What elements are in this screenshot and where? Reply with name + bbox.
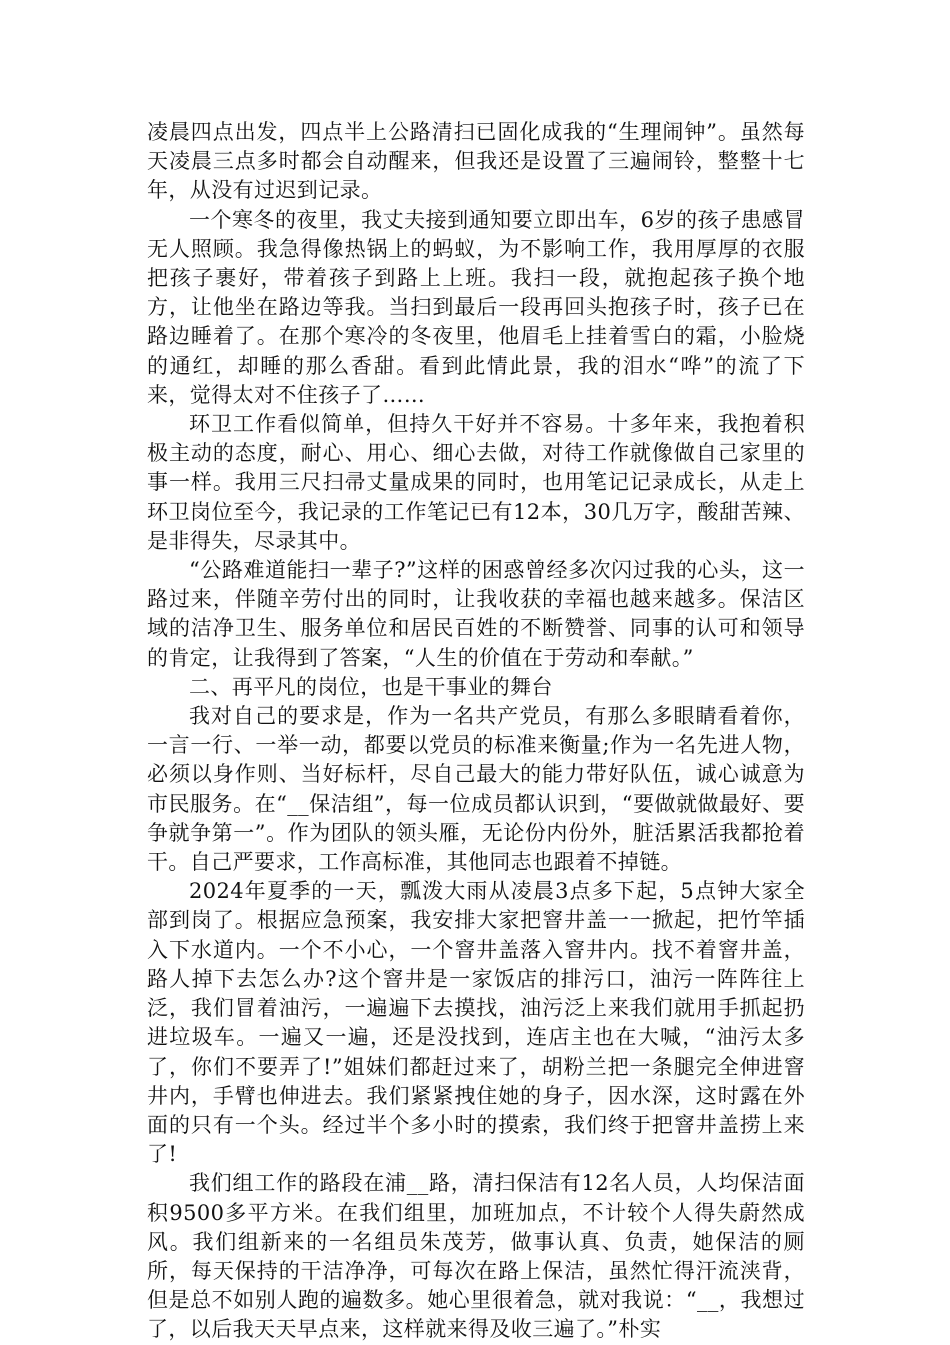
paragraph-team: 我们组工作的路段在浦__路，清扫保洁有12名人员，人均保洁面积9500多平方米。在我们组里，加班加点，不计较个人得失蔚然成风。我们组新来的一名组员朱茂芳，做事认真、负责，她保洁的厕所，每天保持的干洁净净，可每次在路上保洁，虽然忙得汗流浃背，但是总不如别人跑的遍数多。她心里很着急，就对我说：“__，我想过了，以后我天天早点来，这样就来得及收三遍了。”朴实 [147,1171,805,1342]
paragraph-rainstorm: 2024年夏季的一天，瓢泼大雨从凌晨3点多下起，5点钟大家全部到岗了。根据应急预案，我安排大家把窨井盖一一掀起，把竹竿插入下水道内。一个不小心，一个窨井盖落入窨井内。找不着窨井盖，路人掉下去怎么办?这个窨井是一家饭店的排污口，油污一阵阵往上泛，我们冒着油污，一遍遍下去摸找，油污泛上来我们就用手抓起扔进垃圾车。一遍又一遍，还是没找到，连店主也在大喊，“油污太多了，你们不要弄了!”姐妹们都赶过来了，胡粉兰把一条腿完全伸进窨井内，手臂也伸进去。我们紧紧拽住她的身子，因水深，这时露在外面的只有一个头。经过半个多小时的摸索，我们终于把窨井盖捞上来了! [147,879,805,1167]
paragraph-party-member: 我对自己的要求是，作为一名共产党员，有那么多眼睛看着你，一言一行、一举一动，都要以党员的标准来衡量;作为一名先进人物，必须以身作则、当好标杆，尽自己最大的能力带好队伍，诚心诚意为市民服务。在“__保洁组”，每一位成员都认识到，“要做就做最好、要争就争第一”。作为团队的领头雁，无论份内份外，脏活累活我都抢着干。自己严要求，工作高标准，其他同志也跟着不掉链。 [147,704,805,875]
paragraph-value-of-labor: “公路难道能扫一辈子?”这样的困惑曾经多次闪过我的心头，这一路过来，伴随辛劳付出的同时，让我收获的幸福也越来越多。保洁区域的洁净卫生、服务单位和居民百姓的不断赞誉、同事的认可和领导的肯定，让我得到了答案，“人生的价值在于劳动和奉献。” [147,558,805,670]
paragraph-winter-night: 一个寒冬的夜里，我丈夫接到通知要立即出车，6岁的孩子患感冒无人照顾。我急得像热锅上的蚂蚁，为不影响工作，我用厚厚的衣服把孩子裹好，带着孩子到路上上班。我扫一段，就抱起孩子换个地方，让他坐在路边等我。当扫到最后一段再回头抱孩子时，孩子已在路边睡着了。在那个寒冷的冬夜里，他眉毛上挂着雪白的霜，小脸烧的通红，却睡的那么香甜。看到此情此景，我的泪水“哗”的流了下来，觉得太对不住孩子了…… [147,207,805,407]
section-heading-two: 二、再平凡的岗位，也是干事业的舞台 [189,674,553,699]
paragraph-work-notes: 环卫工作看似简单，但持久干好并不容易。十多年来，我抱着积极主动的态度，耐心、用心、细心去做，对待工作就像做自己家里的事一样。我用三尺扫帚丈量成果的同时，也用笔记记录成长，从走上环卫岗位至今，我记录的工作笔记已有12本，30几万字，酸甜苦辣、是非得失，尽录其中。 [147,412,805,553]
document-page [147,118,805,1345]
paragraph-routine: 凌晨四点出发，四点半上公路清扫已固化成我的“生理闹钟”。虽然每天凌晨三点多时都会自动醒来，但我还是设置了三遍闹铃，整整十七年，从没有过迟到记录。 [147,120,805,203]
